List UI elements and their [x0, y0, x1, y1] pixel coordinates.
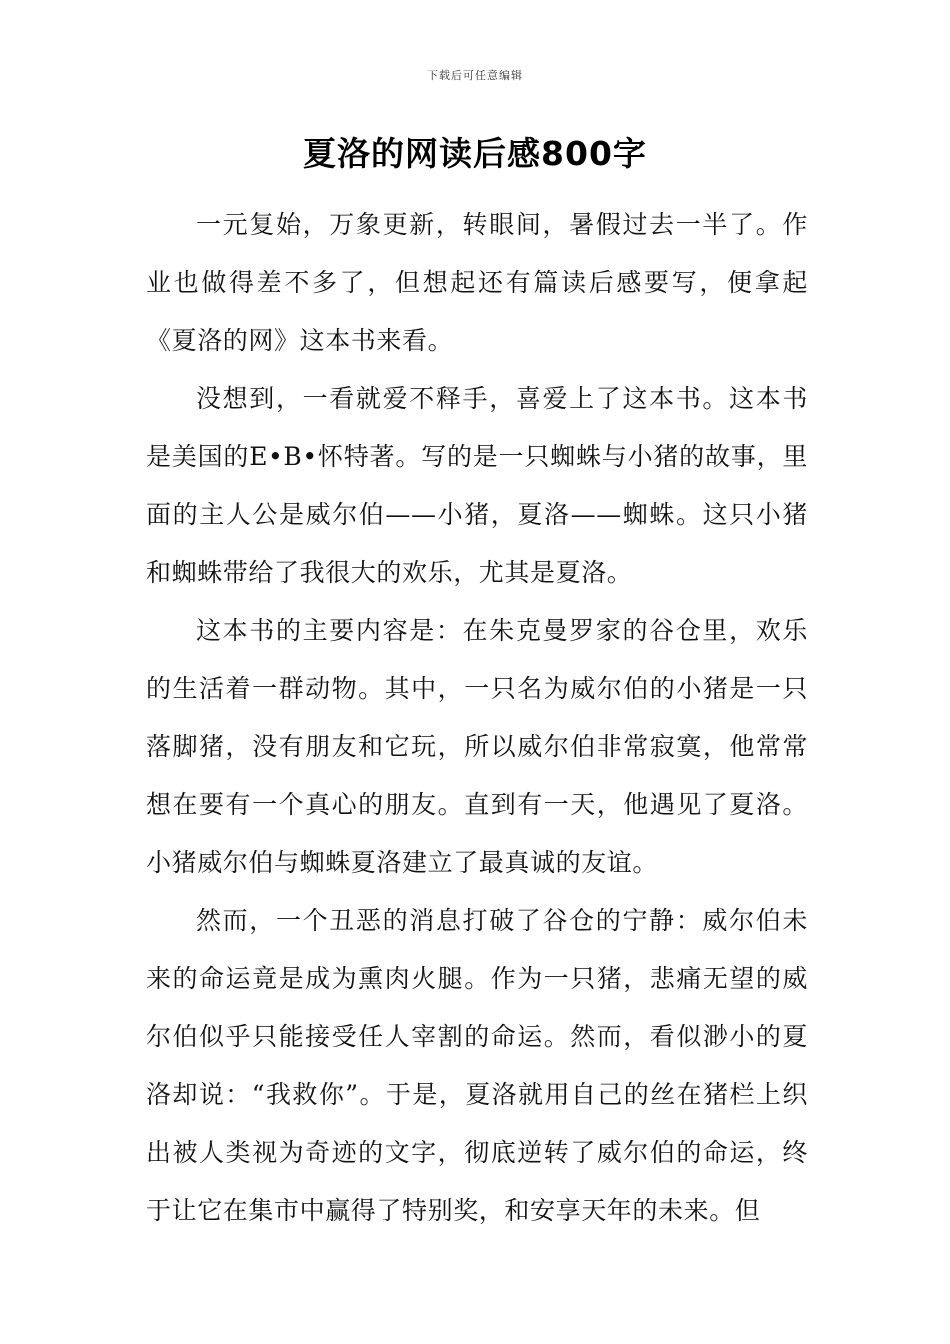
paragraph-4: 然而，一个丑恶的消息打破了谷仓的宁静：威尔伯未来的命运竟是成为熏肉火腿。作为一只猪，悲痛无望的威尔伯似乎只能接受任人宰割的命运。然而，看似渺小的夏洛却说：“我救你”。于是，夏洛就用自己的丝在猪栏上织出被人类视为奇迹的文字，彻底逆转了威尔伯的命运，终于让它在集市中赢得了特别奖，和安享天年的未来。但 [146, 906, 808, 1225]
document-body [146, 196, 808, 1240]
paragraph-1: 一元复始，万象更新，转眼间，暑假过去一半了。作业也做得差不多了，但想起还有篇读后感要写，便拿起《夏洛的网》这本书来看。 [146, 210, 808, 355]
header-note: 下载后可任意编辑 [427, 69, 523, 82]
paragraph-2: 没想到，一看就爱不释手，喜爱上了这本书。这本书是美国的E•B•怀特著。写的是一只蜘蛛与小猪的故事，里面的主人公是威尔伯——小猪，夏洛——蜘蛛。这只小猪和蜘蛛带给了我很大的欢乐，尤其是夏洛。 [146, 384, 808, 587]
paragraph-3: 这本书的主要内容是：在朱克曼罗家的谷仓里，欢乐的生活着一群动物。其中，一只名为威尔伯的小猪是一只落脚猪，没有朋友和它玩，所以威尔伯非常寂寞，他常常想在要有一个真心的朋友。直到有一天，他遇见了夏洛。小猪威尔伯与蜘蛛夏洛建立了最真诚的友谊。 [146, 616, 808, 877]
page-title: 夏洛的网读后感800字 [303, 134, 647, 173]
